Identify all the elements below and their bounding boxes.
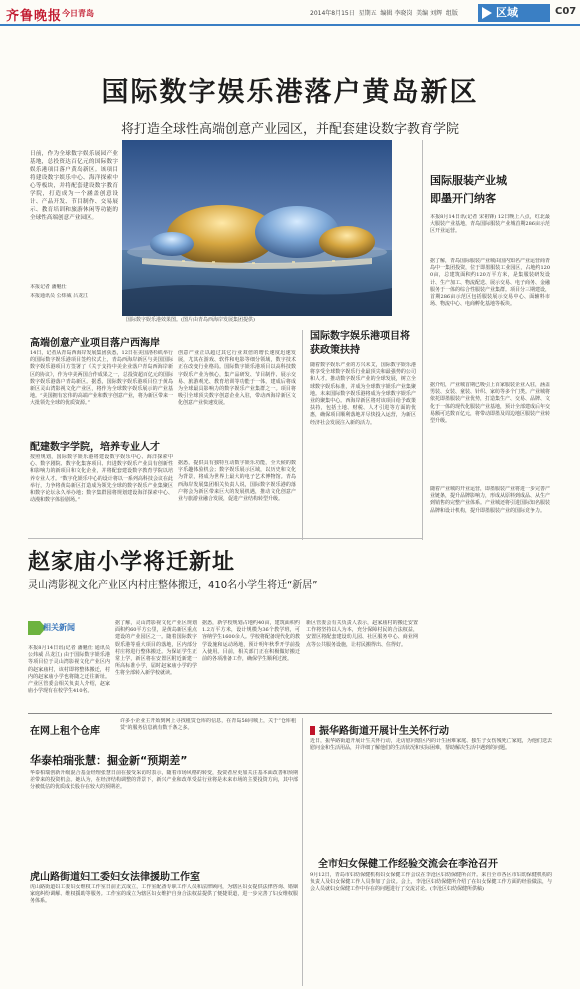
region-label: 区域 [496, 6, 518, 19]
bottom-divider [28, 713, 552, 714]
header-rule [0, 24, 580, 26]
brief-title-family-planning-text: 振华路街道开展计生关怀行动 [319, 726, 449, 737]
lead-intro: 日前，作为全球数字娱乐展园产业基地，总投资达百亿元的国际数字娱乐港项目落户黄岛新区。该项目将建设数字娱乐中心、海洋探索中心等板块，并将配套建设数字教育学院，打造成为一个涵盖创意设计、产品开发、节目制作、交易展示、教育培训和旅游休闲等功能的全球性高端创意产业园区。 [30, 151, 118, 221]
right-paragraph-3: 随着产业城的开业运营，即墨服装产业将进一步完善产业链条，提升品牌影响力，形成从原料到成品、从生产到销售的完整产业体系。产业城还将引进国际知名服装品牌和设计机构，提升即墨服装产业的国际竞争力。 [430, 486, 550, 514]
lead-headline: 国际数字娱乐港落户黄岛新区 [101, 77, 479, 108]
right-title-line-1: 国际服装产业城 [430, 174, 507, 187]
right-paragraph-1: 据了解，青岛国际服装产业城由国内知名产业运营商青岛中一集团投资，位于即墨服装工业园区，占地约1200亩，总建筑面积约120万平方米，是集服装研发设计、生产加工、物流配送、展示交易、电子商务、金融服务于一体的综合性服装产业集群。项目分三期建设，首期286亩示范区包括服装展示交易中心、面辅料市场、物流中心、电商孵化基地等板块。 [430, 258, 550, 308]
section-2-col-2: 据悉，提供具有独特互动数字娱乐功能，全天候的数字乐趣体验机会；数字娱乐展示区域，以历史和文化为背景，将成为世界上最大的电子艺术博物馆。青岛西海岸发展集团相关负责人说，国际数字娱乐港的落户将会为新区带来巨大的发展机遇，推动文化创意产业与旅游业融合发展，促进产业结构转型升级。 [178, 460, 296, 503]
brief-body-legal-aid: 虎山路街道妇工委妇女维权工作室日前正式成立，工作室配备专职工作人员和法律顾问，为辖区妇女提供法律咨询、婚姻家庭纠纷调解、维权援助等服务。工作室的成立为辖区妇女维护自身合法权益提供了便捷渠道，进一步完善了妇女维权服务体系。 [30, 884, 298, 905]
header-meta [310, 8, 458, 17]
related-news-tag [28, 617, 78, 639]
section-title-2: 配建数字学院，培养专业人才 [30, 442, 160, 453]
newspaper-logo: 齐鲁晚报 [6, 9, 63, 24]
brief-title-fund: 华泰柏瑞张慧：掘金新“预期差” [30, 754, 188, 767]
proof-credit: 组版 [445, 10, 458, 17]
brief-title-legal-aid: 虎山路街道妇工委妇女法律援助工作室 [30, 872, 200, 883]
brief-body-family-planning: 近日，振华路街道开展计生关怀行动，走访慰问辖区内的计生困难家庭、独生子女伤残死亡家庭，为他们送去慰问金和生活用品，并详细了解他们的生活状况和实际困难，帮助解决生活中遇到的问题。 [310, 738, 552, 752]
bottom-column-divider [302, 718, 303, 986]
section-3-body: 随着数字娱乐产业的方兴未艾，国际数字娱乐港将享受全球数字娱乐行业最顶尖和最强势的公司和人才。推动数字娱乐产业的全球发展，树立全球数字娱乐标准，并成为全球数字娱乐产业集聚地。未来国际数字娱乐港将成为全球数字娱乐产业的聚集中心。西海岸新区将对该项目给予政策扶持，包括土地、财税、人才引进等方面的优惠，确保项目顺利落地并尽快投入运营，为新区经济社会发展注入新的活力。 [310, 362, 416, 426]
photo-caption: 国际数字娱乐港效果图。(图片由青岛西海岸发展集团提供) [126, 317, 255, 323]
page-number: C07 [555, 6, 577, 17]
lead-subhead: 将打造全球性高端创意产业园区，并配套建设数字教育学院 [120, 122, 459, 137]
section-title-3: 国际数字娱乐港项目将获政策扶持 [310, 331, 410, 356]
story2-col-3: 据悉，新学校规划占地约40亩，建筑面积约1.2万平方米，设计规模为36个教学班，可容纳学生1600余人。学校将配备现代化的教学设施和运动场地，预计明年秋季开学前投入使用。目前，相关部门正在积极做好搬迁前的各项准备工作，确保学生顺利过渡。 [202, 620, 300, 663]
right-paragraph-2: 据介绍，产业城首期已吸引上百家服装企业入驻，涵盖男装、女装、童装、针织、家纺等多个门类。产业城将依托即墨服装产业优势，打造集生产、交易、品牌、文化于一体的现代化服装产业基地，预计全部建成后年交易额可达数百亿元，将带动即墨及周边地区服装产业转型升级。 [430, 382, 550, 425]
rendering-image [122, 140, 392, 316]
story2-col-4: 新区管委会有关负责人表示，赵家庙村的搬迁安置工作将坚持以人为本，充分保障村民的合法权益，安置区将配套建设幼儿园、社区服务中心、商业网点等公共服务设施，让村民搬得出、住得好。 [306, 620, 418, 648]
brief-title-family-planning [310, 722, 449, 737]
issue-weekday: 星期五 [358, 10, 377, 17]
page-header [0, 0, 580, 26]
brief-body-warehouse: 许多小企业主开始到网上寻找租赁仓库的信息，在青岛58同城上，关于“仓库租赁”的服务信息就有数千条之多。 [120, 718, 296, 732]
right-byline: 本报8月14日讯(记者 宋祖锋) 12日晚上八点，红北最大服装产业基地，青岛国际服装产业城首期286亩示范区开业运营。 [430, 214, 550, 235]
right-title-line-2: 即墨开门纳客 [430, 192, 496, 205]
section-title-1: 高端创意产业项目落户西海岸 [30, 338, 160, 349]
arrow-icon [482, 7, 492, 19]
design-credit: 美编 刘辉 [416, 10, 443, 17]
right-column-divider [422, 140, 423, 540]
lead-byline-reporter: 本报记者 潘魁仕 [30, 284, 67, 290]
story-divider [28, 538, 422, 539]
related-news-label: 相关新闻 [43, 623, 75, 632]
editor-credit: 编辑 李晓岗 [380, 10, 413, 17]
section-1-col-2: 创意产业正以超过其它行业双倍的增长速度迅速发展，尤其在游戏、软件和电影等细分领域，数字技术正在改变行业格局。国际数字娱乐港项目以高科技数字娱乐产业为核心，集产品研发、节目制作、展示交易、旅游观光、教育培训等功能于一体，建成后将成为全球最具影响力的数字娱乐产业集群之一。项目将吸引全球顶尖数字创意企业入驻，带动西海岸新区文化创意产业快速发展。 [178, 350, 296, 407]
story2-headline: 赵家庙小学将迁新址 [28, 550, 236, 575]
column-divider [302, 330, 303, 540]
brief-title-health-conference: 全市妇女保健工作经验交流会在李沧召开 [318, 859, 498, 870]
story2-col-1: 本报8月14日讯(记者 潘魁仕 通讯员 公炜威 吕龙江) 由于国际数字娱乐港等项目位于灵山湾影视文化产业区内的赵家庙村，该村即将整体搬迁，村内的赵家庙小学也将随之迁往新址。产业区管委会相关负责人介绍，赵家庙小学现有在校学生410名。 [28, 645, 110, 695]
bullet-marker [310, 726, 315, 735]
brief-body-health-conference: 9月12日，青岛市妇幼保健机构妇女保健工作会议在李沧区妇幼保健所召开。来自全市各区市妇幼保健机构的负责人及妇女保健工作人员参加了会议。会上，李沧区妇幼保健所介绍了在妇女保健工作方面的经验做法，与会人员就妇女保健工作中存在的问题进行了交流讨论。(李沧区妇幼保健所供稿) [310, 872, 552, 893]
lead-photo [122, 140, 392, 316]
section-2-col-1: 按照规划，国际数字娱乐港将建设数字娱乐中心、海洋探索中心、数字剧院、数字化集客项目、归进数字娱乐产业具有创新性和影响力的新项目和文化企业，并将配套建设数字教育学院以培养专业人才。“数字化娱乐中心的设计将以一系列高科技会议在此举行，力争将黄岛新区打造成为领先全球的数字娱乐产业集聚区和数字论坛永久举办地；数字集群园将规划建设海洋探索中心、动漫和数字体验剧场。” [30, 454, 173, 504]
edition-label: 今日青岛 [62, 8, 94, 18]
issue-date: 2014年8月15日 [310, 10, 355, 17]
story2-subhead: 灵山湾影视文化产业区内村庄整体搬迁，410名小学生将迁“新居” [28, 580, 318, 591]
story2-col-2: 据了解，灵山湾影视文化产业区规划面积约60平方公里，是黄岛新区重点建设的产业园区之一。随着国际数字娱乐港等重大项目的落地，区内部分村庄将进行整体搬迁。为保证学生正常上学，新区将在安置区附近新建一所高标准小学，届时赵家庙小学的学生将全部转入新学校就读。 [115, 620, 197, 677]
lead-byline-correspondent: 本报通讯员 公炜威 吕龙江 [30, 293, 89, 299]
brief-body-fund: 华泰柏瑞创新升级混合基金经理张慧日前在接受采访时表示，随着市场风格的转变，投资者应更加关注基本面改善和预期差带来的投资机会。她认为，在经济结构调整的背景下，新兴产业和改革受益行业将是未来市场的主要投资方向，其中部分被低估的优质成长股存在较大的预期差。 [30, 770, 298, 791]
section-1-col-1: 14日，记者从青岛西海岸发展集团获悉，12日在美国洛杉矶举行的国际数字娱乐港项目签约仪式上，青岛西海岸新区与美国国际数字娱乐港项目方签署了《关于支持中美企业落户青岛西海岸新区的协议》，作为中美两国合作成果之一，总投资超百亿元的国际数字娱乐港落户青岛新区。据悉，国际数字娱乐港项目位于黄岛新区灵山湾影视文化产业区，将作为全球数字娱乐展示的产业基地。“美国拥有宏伟的高端产业和数字创意产业，将为新区带来一大批领先全球的优质资源。” [30, 350, 173, 407]
brief-title-warehouse: 在网上租个仓库 [30, 726, 100, 737]
